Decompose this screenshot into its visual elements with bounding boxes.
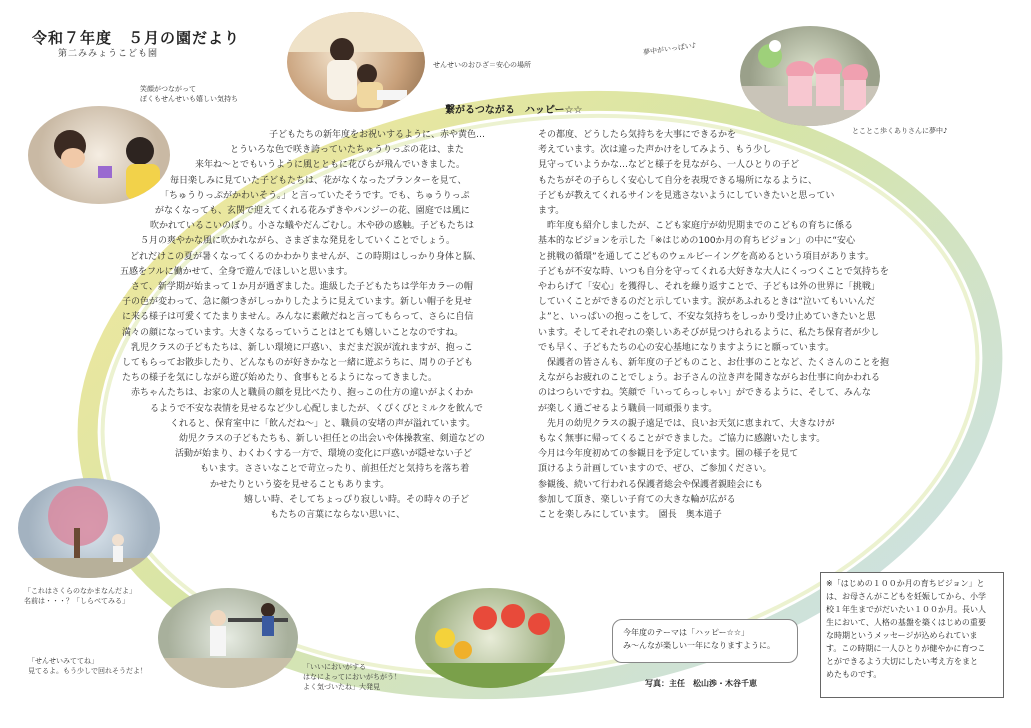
page-title: 令和７年度 ５月の園だより: [32, 29, 241, 47]
article-line: もたちがその子らしく安心して自分を表現できる場所になるように、: [538, 175, 818, 186]
article-line: 先月の幼児クラスの親子遠足では、良いお天気に恵まれて、大きなけが: [538, 418, 835, 429]
article-line: るようで不安な表情を見せるなど少し心配しましたが、くぴくぴとミルクを飲んで: [150, 403, 483, 414]
article-line: に来る様子は可愛くてたまりません。みんなに素敵だねと言ってもらって、さらに自信: [122, 312, 474, 323]
article-line: 基本的なビジョンを示した「※はじめの100か月の育ちビジョン」の中に“安心: [538, 236, 856, 247]
article-line: よ”と、いっぱいの抱っこをして、不安な気持ちをしっかり受け止めていきたいと思: [538, 312, 876, 323]
article-line: 来年ね～とでもいうように風とともに花びらが飛んでいきました。: [195, 160, 466, 171]
article-line: 満々の顔になっています。大きくなるっていうことはとても嬉しいことなのですね。: [122, 327, 464, 338]
caption-line: 「いいにおいがする: [303, 663, 366, 671]
article-line: 五感をフルに働かせて、全身で遊んでほしいと思います。: [120, 266, 353, 277]
theme-box: [612, 619, 798, 663]
article-line: ことを楽しみにしています。 園長 奥本道子: [538, 510, 722, 521]
caption-line: 見てるよ。もう少しで回れそうだよ！: [28, 667, 147, 675]
article-line: その都度、どうしたら気持ちを大事にできるかを: [538, 130, 737, 140]
article-line: さて、新学期が始まって１か月が過ぎました。進級した子どもたちは学年カラーの帽: [122, 282, 473, 293]
article-line: 保護者の皆さんも、新年度の子どものこと、お仕事のことなど、たくさんのことを抱: [538, 358, 890, 369]
caption-line: 「これはさくらのなかまなんだよ」: [24, 587, 136, 595]
photo-teacher-lap: [287, 12, 425, 112]
flowers-illustration: [415, 588, 565, 688]
photo-iron-bar: [158, 588, 298, 688]
article-line: 見守っていようかな…などと様子を見ながら、一人ひとりの子ど: [538, 160, 800, 171]
article-line: ます。: [538, 206, 565, 217]
article-line: 子の色が変わって、急に顔つきがしっかりしたように見えています。新しい帽子を見せ: [122, 297, 473, 308]
article-line: どれだけこの夏が暑くなってくるのかわかりませんが、この時期はしっかり身体と脳、: [130, 251, 482, 262]
article-line: やわらげて「安心」を獲得し、それを繰り返すことで、子どもは外の世界に「挑戦」: [538, 282, 880, 293]
article-line: 今月は今年度初めての参観日を予定しています。園の様子を見て: [538, 449, 799, 460]
note-line: 生において、人格の基盤を築くはじめの重要: [826, 618, 986, 627]
note-line: めたものです。: [826, 670, 882, 679]
article-line: 嬉しい時、そしてちょっぴり寂しい時。その時々の子ど: [235, 494, 470, 505]
caption-busy: 夢中がいっぱい♪: [642, 41, 697, 57]
article-line: 吹かれているこいのぼり。小さな蟻やだんごむし。木や砂の感触。子どもたちは: [150, 221, 475, 232]
article-line: かせたりという姿を見せることもあります。: [210, 479, 390, 490]
article-right-column: [538, 128, 889, 523]
article-line: のはつらいですね。笑顔で「いってらっしゃい」ができるように、そして、みんな: [538, 388, 871, 399]
article-line: もたちの言葉にならない思いに、: [270, 510, 406, 521]
caption-teacher-lap: せんせいのおひざ＝安心の場所: [433, 61, 531, 69]
photo-children-hats: [740, 26, 880, 126]
article-line: 参観後、続いて行われる保護者総会や保護者親睦会にも: [538, 479, 764, 490]
note-line: す。この時期に一人ひとりが健やかに育つこ: [826, 644, 986, 653]
article-line: 乳児クラスの子どもたちは、新しい環境に戸惑い、まだまだ涙が流れますが、抱っこ: [122, 342, 473, 353]
article-line: 幼児クラスの子どもたちも、新しい担任との出会いや体操教室、剣道などの: [170, 434, 485, 445]
caption-line: 名前は・・・？「しらべてみる」: [24, 597, 129, 605]
photo-flowers: [415, 588, 565, 688]
article-line: していくことができるのだと示しています。涙があふれるときは“泣いてもいいんだ: [538, 297, 875, 308]
teacher-child-illustration: [287, 12, 425, 112]
article-line: が楽しく過ごせるよう職員一同頑張ります。: [538, 403, 718, 414]
note-line: とができるよう大切にしたい考え方をまと: [826, 657, 978, 666]
article-left-column: [110, 128, 485, 523]
article-line: もなく無事に帰ってくることができました。ご協力に感謝いたします。: [538, 434, 826, 445]
article-line: 毎日楽しみに見ていた子どもたちは、花がなくなったプランターを見て、: [170, 175, 467, 186]
article-line: ５月の爽やかな風に吹かれながら、さまざまな発見をしていくことでしょう。: [140, 236, 456, 247]
article-line: 頂けるよう計画していますので、ぜひ、ご参加ください。: [538, 464, 772, 475]
article-line: 子どもが教えてくれるサインを見逃さないようにしていきたいと思ってい: [538, 190, 835, 201]
vision-note-box: [820, 572, 1004, 698]
article-line: がなくなっても、玄関で迎えてくれる花みずきやパンジーの花、園庭では風に: [155, 206, 470, 217]
article-line: 参加して頂き、楽しい子育ての大きな輪が広がる: [538, 494, 736, 505]
note-line: 校１年生までがだいたい１００か月。長い人: [826, 605, 986, 614]
caption-line: はなによってにおいがちがう！: [303, 673, 401, 681]
caption-ants: とことこ歩くありさんに夢中♪: [852, 127, 948, 135]
article-line: もいます。ささいなことで苛立ったり、前担任だと気持ちを落ち着: [200, 464, 470, 475]
caption-line: 笑顔がつながって: [140, 85, 196, 93]
article-line: 赤ちゃんたちは、お家の人と職員の顔を見比べたり、抱っこの仕方の違いがよくわか: [122, 388, 474, 399]
article-line: 子どもたちの新年度をお祝いするように、赤や黄色…: [260, 130, 486, 140]
children-hats-illustration: [740, 26, 880, 126]
caption-flowers: [303, 662, 401, 692]
caption-line: よく気づいたね」大発見: [303, 683, 380, 691]
caption-line: 「せんせいみててね」: [28, 657, 98, 665]
article-line: 「ちゅうりっぷがかわいそう。」と言っていたそうです。でも、ちゅうりっぷ: [160, 190, 470, 201]
article-line: たちの様子を気にしながら遊び始めたり、食事もとるようになってきました。: [122, 373, 438, 384]
caption-line: ぼくもせんせいも嬉しい気持ち: [140, 95, 238, 103]
article-line: えながらお疲れのことでしょう。お子さんの泣き声を聞きながらお仕事に向かわれる: [538, 373, 881, 384]
article-line: してもらってお散歩したり、どんなものが好きかなと一緒に遊ぶうちに、周りの子ども: [122, 358, 474, 369]
note-line: は、お母さんがこどもを妊娠してから、小学: [826, 592, 986, 601]
note-line: ※「はじめの１００か月の育ちビジョン」と: [826, 579, 985, 588]
note-line: な時期というメッセージが込められていま: [826, 631, 978, 640]
caption-iron-bar: [28, 656, 147, 676]
article-line: います。そしてそれぞれの楽しいあそびが見つけられるように、私たち保育者が少し: [538, 327, 880, 338]
article-line: 活動が始まり、わくわくする一方で、環境の変化に戸惑いが隠せない子ど: [175, 449, 472, 460]
theme-line: 今年度のテーマは「ハッピー☆☆」: [623, 628, 750, 637]
school-name: 第二みみょうこども園: [58, 49, 159, 59]
article-line: とういろな色で咲き誇っていたちゅうりっぷの花は、また: [230, 145, 465, 156]
article-line: 昨年度も紹介しましたが、こども家庭庁が幼児期までのこどもの育ちに係る: [538, 221, 854, 232]
caption-smiles: [140, 84, 238, 104]
theme-line: み～んなが楽しい一年になりますように。: [623, 641, 775, 650]
article-line: 子どもが不安な時、いつも自分を守ってくれる大好きな大人にくっつくことで気持ちを: [538, 266, 889, 277]
caption-cherry: [24, 586, 136, 606]
article-line: 考えています。次は違った声かけをしてみよう、もう少し: [538, 145, 772, 156]
iron-bar-illustration: [158, 588, 298, 688]
article-line: くれると、保育室中に「飲んだね～」と、職員の安堵の声が溢れています。: [170, 418, 476, 429]
article-line: でも早く、子どもたちの心の安心基地になりますようにと願っています。: [538, 342, 835, 353]
article-headline: 繋がるつながる ハッピー☆☆: [445, 105, 583, 116]
article-line: と挑戦の循環”を通してこどものウェルビーイングを高めるという項目があります。: [538, 251, 875, 262]
photo-credit: 写真：主任 松山渉・木谷千恵: [645, 679, 757, 688]
